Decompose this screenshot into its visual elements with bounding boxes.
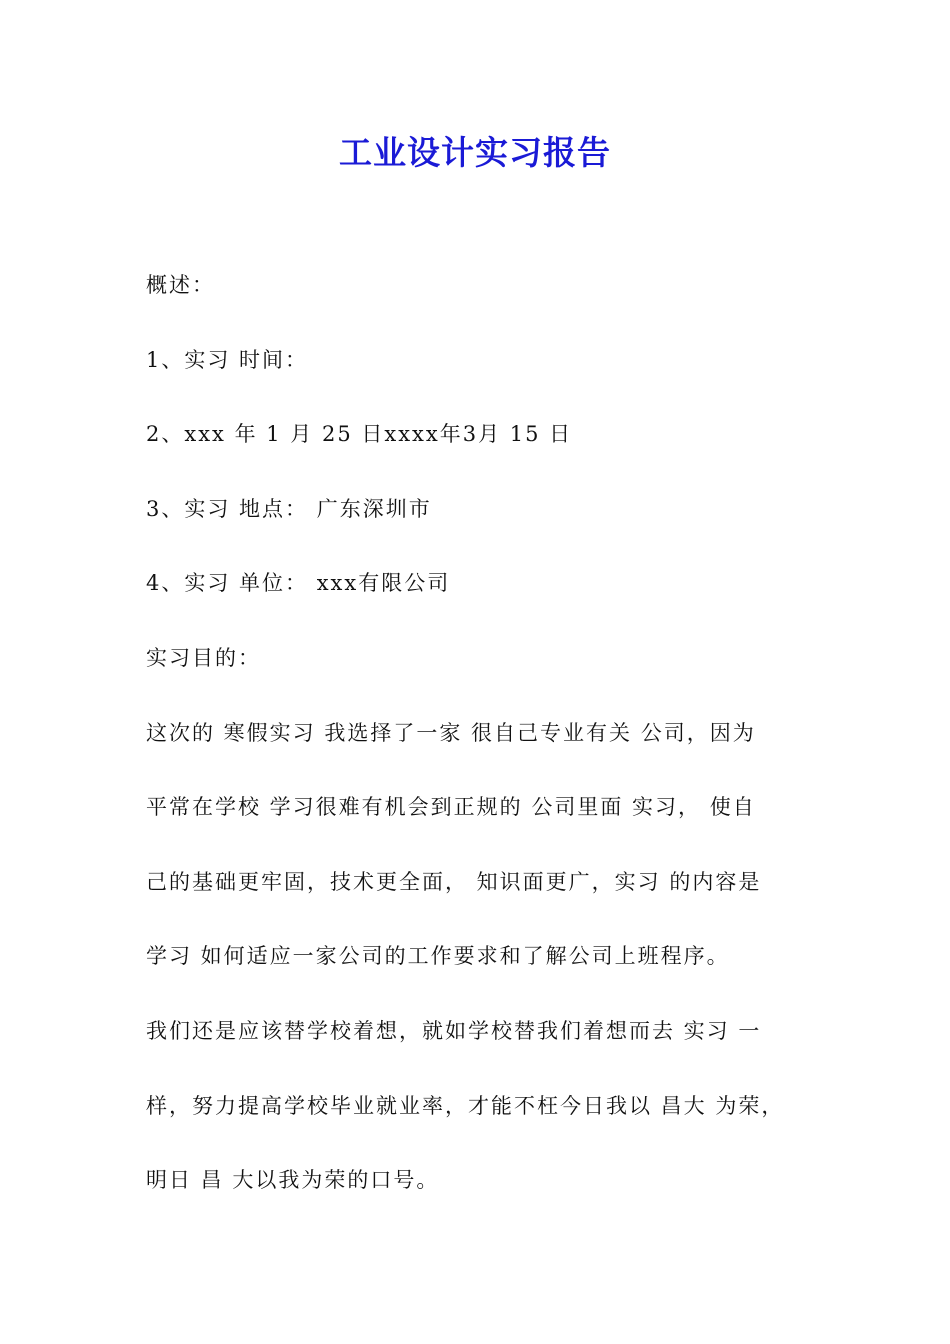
paragraph-line: 明日 昌 大以我为荣的口号。 — [146, 1168, 440, 1193]
list-item-internship-location: 3、实习 地点： 广东深圳市 — [146, 496, 432, 521]
document-title: 工业设计实习报告 — [339, 133, 611, 172]
list-item-internship-company: 4、实习 单位： xxx有限公司 — [146, 571, 451, 596]
list-item-internship-dates: 2、xxx 年 1 月 25 日xxxx年3月 15 日 — [146, 422, 573, 447]
paragraph-line: 己的基础更牢固，技术更全面， 知识面更广，实习 的内容是 — [146, 869, 762, 894]
paragraph-line: 样，努力提高学校毕业就业率，才能不枉今日我以 昌大 为荣， — [146, 1093, 785, 1118]
paragraph-line: 平常在学校 学习很难有机会到正规的 公司里面 实习， 使自 — [146, 795, 756, 820]
section-heading-overview: 概述： — [146, 273, 215, 297]
document-body — [146, 262, 846, 1232]
list-item-internship-time: 1、实习 时间： — [146, 347, 309, 372]
paragraph-line: 我们还是应该替学校着想，就如学校替我们着想而去 实习 一 — [146, 1018, 762, 1043]
paragraph-line: 这次的 寒假实习 我选择了一家 很自己专业有关 公司，因为 — [146, 720, 756, 745]
section-heading-purpose: 实习目的： — [146, 645, 261, 670]
paragraph-line: 学习 如何适应一家公司的工作要求和了解公司上班程序。 — [146, 944, 730, 969]
